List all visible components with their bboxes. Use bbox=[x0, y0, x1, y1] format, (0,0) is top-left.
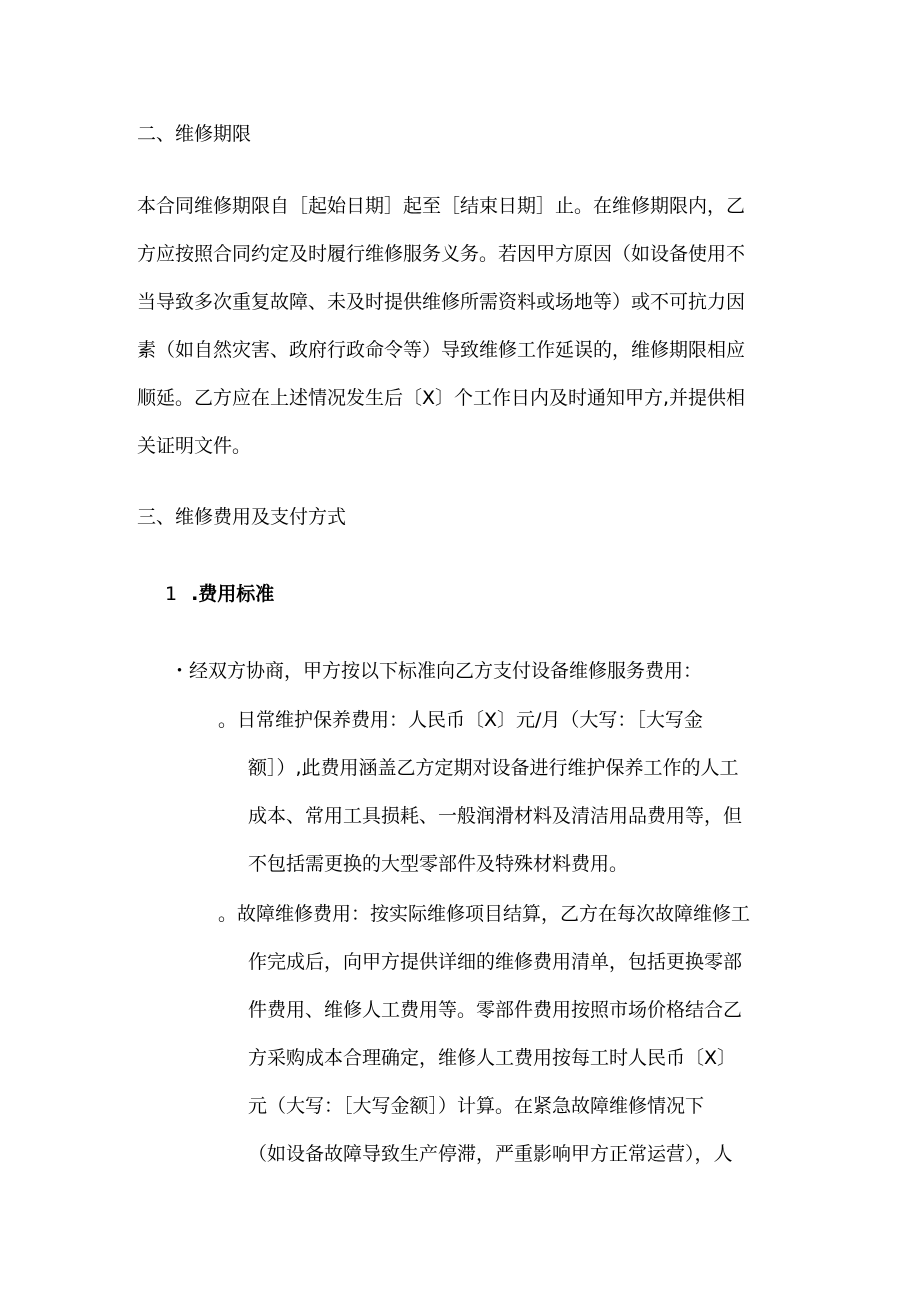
section-3-heading: 三、维修费用及支付方式 bbox=[137, 506, 347, 528]
subsection-1-heading bbox=[165, 580, 274, 608]
subsection-number: 1 bbox=[165, 583, 178, 605]
paragraph-line: 顺延。乙方应在上述情况发生后〔X〕个工作日内及时通知甲方,并提供相 bbox=[137, 387, 746, 409]
list-item-line: 元（大写：［大写金额］）计算。在紧急故障维修情况下 bbox=[248, 1095, 705, 1117]
list-item-line: （如设备故障导致生产停滞，严重影响甲方正常运营），人 bbox=[248, 1143, 733, 1165]
list-item-mark: 。 bbox=[218, 709, 238, 731]
list-item-line: 成本、常用工具损耗、一般润滑材料及清洁用品费用等，但 bbox=[248, 805, 743, 827]
list-item-line: 件费用、维修人工费用等。零部件费用按照市场价格结合乙 bbox=[248, 999, 743, 1021]
list-item-text: 日常维护保养费用：人民币〔X〕元/月（大写：［大写金 bbox=[237, 709, 703, 731]
list-item-text: 故障维修费用：按实际维修项目结算，乙方在每次故障维修工 bbox=[237, 903, 751, 925]
bullet-mark: ・ bbox=[170, 660, 190, 682]
bullet-text: 经双方协商，甲方按以下标准向乙方支付设备维修服务费用： bbox=[189, 660, 703, 682]
list-item-line: 额］）,此费用涵盖乙方定期对设备进行维护保养工作的人工 bbox=[248, 757, 739, 779]
list-item-line: 方采购成本合理确定，维修人工费用按每工时人民币〔X〕 bbox=[248, 1047, 737, 1069]
section-2-heading: 二、维修期限 bbox=[137, 123, 252, 145]
subsection-title: .费用标准 bbox=[191, 583, 275, 605]
bullet-line bbox=[170, 657, 702, 685]
paragraph-line: 关证明文件。 bbox=[137, 435, 252, 457]
paragraph-line: 本合同维修期限自［起始日期］起至［结束日期］止。在维修期限内，乙 bbox=[137, 195, 746, 217]
list-item-line: 作完成后，向甲方提供详细的维修费用清单，包括更换零部 bbox=[248, 951, 743, 973]
list-item-line: 不包括需更换的大型零部件及特殊材料费用。 bbox=[248, 853, 629, 875]
paragraph-line: 素（如自然灾害、政府行政命令等）导致维修工作延误的，维修期限相应 bbox=[137, 339, 746, 361]
list-item-first-line bbox=[218, 706, 703, 734]
list-item-first-line bbox=[218, 900, 750, 928]
list-item-mark: 。 bbox=[218, 903, 238, 925]
paragraph-line: 当导致多次重复故障、未及时提供维修所需资料或场地等）或不可抗力因 bbox=[137, 291, 746, 313]
paragraph-line: 方应按照合同约定及时履行维修服务义务。若因甲方原因（如设备使用不 bbox=[137, 243, 746, 265]
